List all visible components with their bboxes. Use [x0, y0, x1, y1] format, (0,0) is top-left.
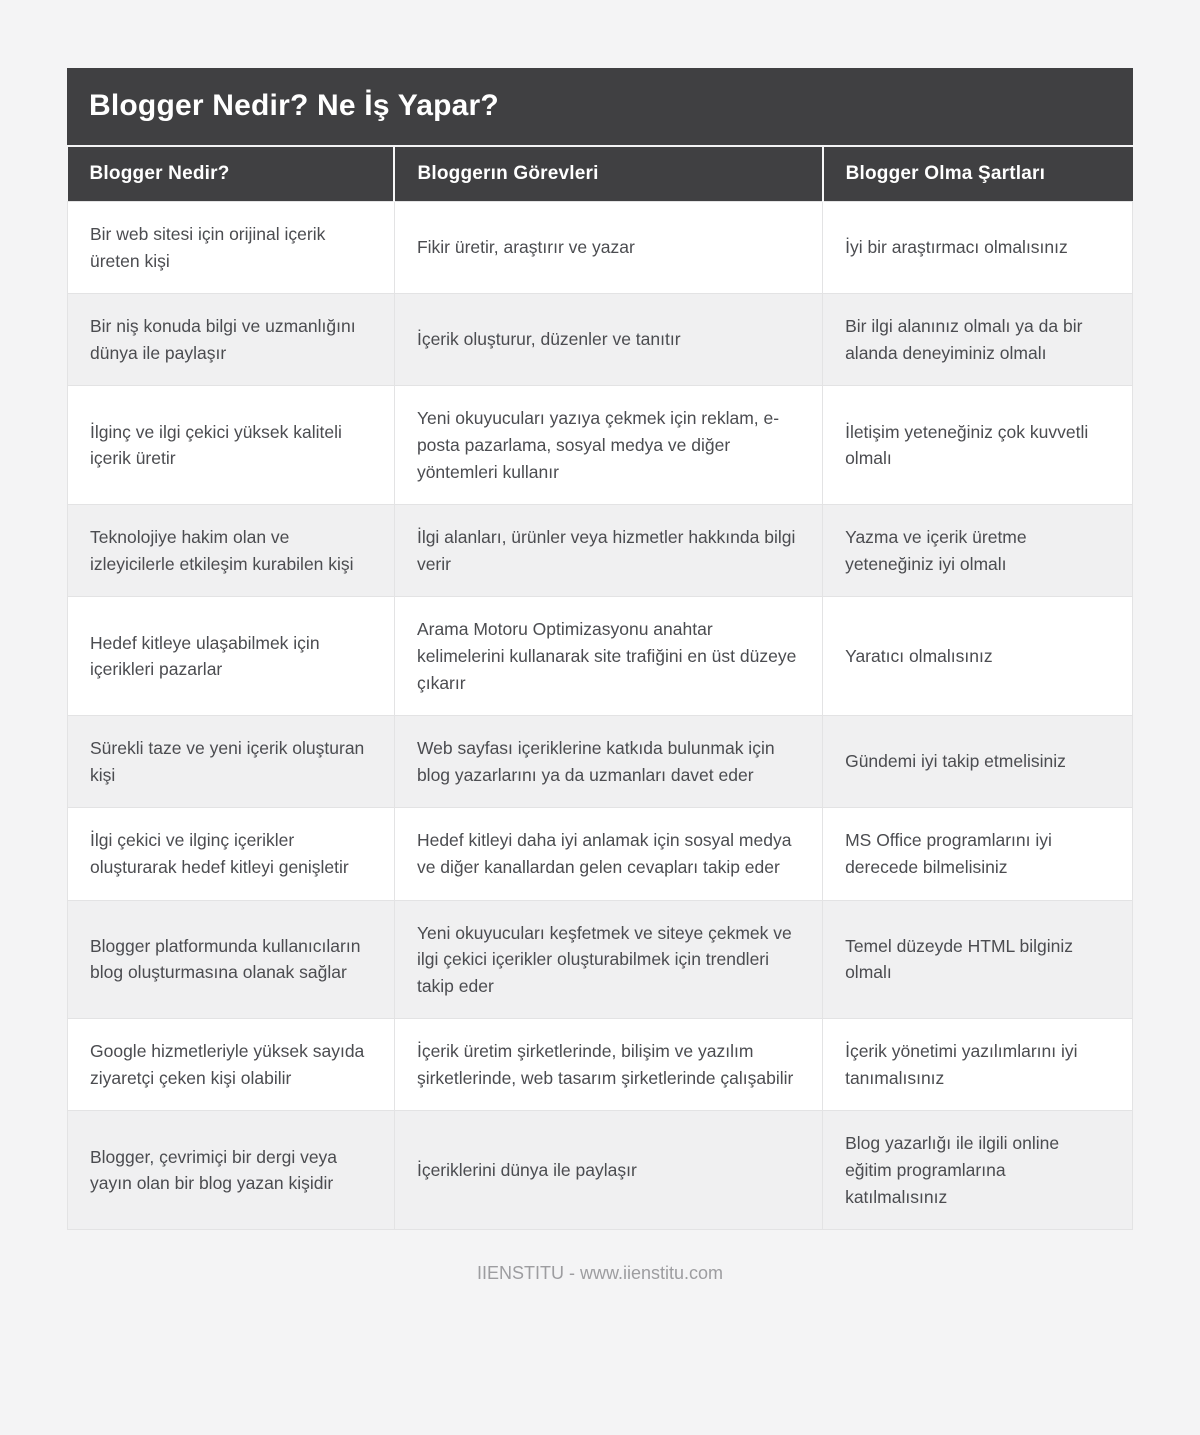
table-cell: Yeni okuyucuları keşfetmek ve siteye çekmek ve ilgi çekici içerikler oluşturabilmek için trendleri takip eder	[394, 900, 822, 1019]
table-cell: İlgi alanları, ürünler veya hizmetler hakkında bilgi verir	[394, 505, 822, 597]
table-cell: İletişim yeteneğiniz çok kuvvetli olmalı	[823, 386, 1133, 505]
table-row	[68, 900, 1133, 1019]
table-cell: İlgi çekici ve ilginç içerikler oluşturarak hedef kitleyi genişletir	[68, 808, 395, 900]
table-header-row	[68, 147, 1133, 202]
table-row	[68, 1019, 1133, 1111]
table-header	[68, 147, 1133, 202]
table-row	[68, 808, 1133, 900]
table-cell: Gündemi iyi takip etmelisiniz	[823, 716, 1133, 808]
table-cell: Arama Motoru Optimizasyonu anahtar kelimelerini kullanarak site trafiğini en üst düzeye çıkarır	[394, 597, 822, 716]
page-title: Blogger Nedir? Ne İş Yapar?	[67, 68, 1133, 145]
table-row	[68, 597, 1133, 716]
table-cell: İçerik yönetimi yazılımlarını iyi tanımalısınız	[823, 1019, 1133, 1111]
table-cell: İçerik oluşturur, düzenler ve tanıtır	[394, 294, 822, 386]
table-cell: İçeriklerini dünya ile paylaşır	[394, 1111, 822, 1230]
table-cell: İlginç ve ilgi çekici yüksek kaliteli içerik üretir	[68, 386, 395, 505]
table-cell: Yaratıcı olmalısınız	[823, 597, 1133, 716]
table-cell: Hedef kitleyi daha iyi anlamak için sosyal medya ve diğer kanallardan gelen cevapları takip eder	[394, 808, 822, 900]
table-row	[68, 294, 1133, 386]
footer-credit: IIENSTITU - www.iienstitu.com	[476, 1263, 724, 1284]
column-header-blogger-olma-sartlari: Blogger Olma Şartları	[823, 147, 1133, 202]
page-container	[67, 0, 1133, 1344]
table-row	[68, 716, 1133, 808]
table-cell: Bir web sitesi için orijinal içerik üreten kişi	[68, 202, 395, 294]
table-row	[68, 505, 1133, 597]
table-cell: Teknolojiye hakim olan ve izleyicilerle etkileşim kurabilen kişi	[68, 505, 395, 597]
table-cell: Bir ilgi alanınız olmalı ya da bir alanda deneyiminiz olmalı	[823, 294, 1133, 386]
table-cell: Bir niş konuda bilgi ve uzmanlığını dünya ile paylaşır	[68, 294, 395, 386]
table-cell: Sürekli taze ve yeni içerik oluşturan kişi	[68, 716, 395, 808]
table-cell: Blogger platformunda kullanıcıların blog oluşturmasına olanak sağlar	[68, 900, 395, 1019]
table-cell: Web sayfası içeriklerine katkıda bulunmak için blog yazarlarını ya da uzmanları davet eder	[394, 716, 822, 808]
table-cell: Fikir üretir, araştırır ve yazar	[394, 202, 822, 294]
table-body	[68, 202, 1133, 1230]
table-cell: Blog yazarlığı ile ilgili online eğitim programlarına katılmalısınız	[823, 1111, 1133, 1230]
info-table	[67, 147, 1133, 1230]
table-cell: Hedef kitleye ulaşabilmek için içerikleri pazarlar	[68, 597, 395, 716]
table-cell: Blogger, çevrimiçi bir dergi veya yayın olan bir blog yazan kişidir	[68, 1111, 395, 1230]
column-header-blogger-nedir: Blogger Nedir?	[68, 147, 395, 202]
table-row	[68, 386, 1133, 505]
table-row	[68, 1111, 1133, 1230]
table-cell: Yeni okuyucuları yazıya çekmek için reklam, e-posta pazarlama, sosyal medya ve diğer yöntemleri kullanır	[394, 386, 822, 505]
column-header-bloggerin-gorevleri: Bloggerın Görevleri	[394, 147, 822, 202]
table-cell: Google hizmetleriyle yüksek sayıda ziyaretçi çeken kişi olabilir	[68, 1019, 395, 1111]
table-cell: MS Office programlarını iyi derecede bilmelisiniz	[823, 808, 1133, 900]
table-cell: İyi bir araştırmacı olmalısınız	[823, 202, 1133, 294]
table-cell: Yazma ve içerik üretme yeteneğiniz iyi olmalı	[823, 505, 1133, 597]
table-cell: Temel düzeyde HTML bilginiz olmalı	[823, 900, 1133, 1019]
table-row	[68, 202, 1133, 294]
table-cell: İçerik üretim şirketlerinde, bilişim ve yazılım şirketlerinde, web tasarım şirketlerinde çalışabilir	[394, 1019, 822, 1111]
